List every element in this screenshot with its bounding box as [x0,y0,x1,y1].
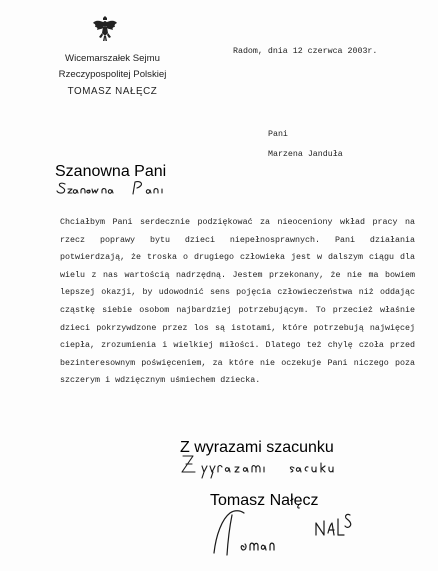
date-line: Radom, dnia 12 czerwca 2003r. [233,47,378,56]
salutation-text: Szanowna Pani [55,163,167,180]
signature-text: Tomasz Nałęcz [210,492,319,509]
letterhead-title-line1: Wicemarszałek Sejmu [65,53,160,64]
letterhead-name: TOMASZ NAŁĘCZ [67,86,158,97]
handwritten-closing [180,439,360,480]
letterhead [30,51,195,100]
letterhead-title-line2: Rzeczypospolitej Polskiej [58,68,167,80]
recipient-line1: Pani [268,130,288,139]
handwritten-signature [210,492,390,560]
recipient-address [268,125,343,165]
closing-text: Z wyrazami szacunku [180,439,334,456]
recipient-line2: Marzena Janduła [268,150,343,159]
polish-eagle-emblem-icon [92,14,118,44]
handwritten-salutation [55,163,175,202]
letter-body: Chciałbym Pani serdecznie podziękować za nieoceniony wkład pracy na rzecz poprawy bytu dzieci niepełnosprawnych. Pani działania potwierdzają, że troska o drugiego człowieka jest w dalszym ciągu dla wielu z nas wartością nadrzędną. Jestem przekonany, że nie ma bowiem lepszej okazji, by udowodnić sens pojęcia człowieczeństwa niż oddając cząstkę siebie osobom najbardziej potrzebującym. To przecież właśnie dzieci pokrzywdzone przez los są istotami, które potrzebują najwięcej ciepła, zrozumienia i wielkiej miłości. Dlatego też chylę czoła przed bezinteresownym poświęceniem, za które nie oczekuje Pani niczego poza szczerym i wdzięcznym uśmiechem dziecka. [60,217,415,386]
